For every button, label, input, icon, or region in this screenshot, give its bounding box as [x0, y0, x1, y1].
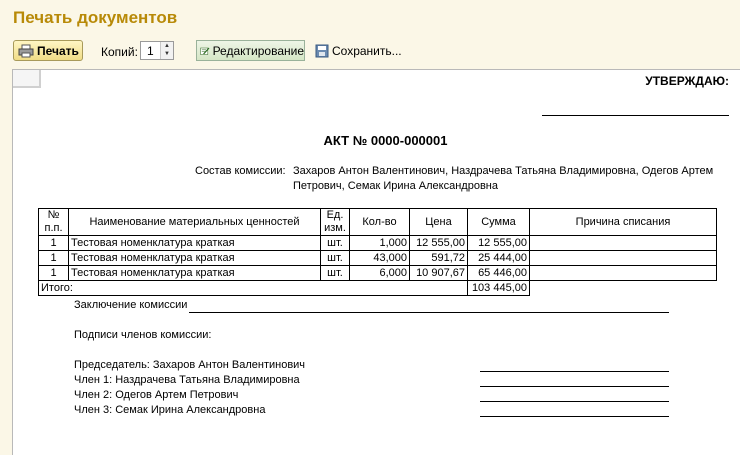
save-button-label: Сохранить... [332, 43, 402, 58]
cell-num: 1 [39, 251, 69, 266]
save-button[interactable] [315, 40, 402, 61]
cell-reason [530, 266, 717, 281]
spin-up-icon[interactable]: ▲ [164, 43, 170, 49]
copies-label: Копий: [101, 45, 138, 59]
table-row [39, 251, 717, 266]
total-sum: 103 445,00 [468, 281, 530, 296]
print-button-label: Печать [37, 43, 79, 58]
print-button[interactable] [13, 40, 83, 61]
table-header-row [39, 209, 717, 236]
cell-price: 10 907,67 [410, 266, 468, 281]
member1-signature: Член 1: Наздрачева Татьяна Владимировна [74, 374, 300, 386]
goods-table [38, 208, 717, 296]
header-unit: Ед. изм. [321, 209, 350, 236]
edit-icon [200, 44, 210, 58]
cell-qty: 1,000 [350, 236, 410, 251]
cell-name: Тестовая номенклатура краткая [69, 236, 321, 251]
cell-unit: шт. [321, 236, 350, 251]
total-label: Итого: [39, 281, 468, 296]
cell-sum: 25 444,00 [468, 251, 530, 266]
commission-names-line2: Петрович, Семак Ирина Александровна [293, 180, 498, 192]
edit-button-label: Редактирование [212, 43, 304, 58]
member3-signature: Член 3: Семак Ирина Александровна [74, 404, 266, 416]
signatures-label: Подписи членов комиссии: [74, 329, 212, 341]
commission-label: Состав комиссии: [195, 165, 286, 177]
floppy-disk-icon [315, 44, 329, 58]
cell-qty: 6,000 [350, 266, 410, 281]
copies-stepper[interactable] [140, 41, 174, 60]
header-reason: Причина списания [530, 209, 717, 236]
copies-value[interactable]: 1 [147, 44, 154, 58]
conclusion-line [189, 312, 669, 313]
chairman-line [480, 371, 669, 372]
approve-label: УТВЕРЖДАЮ: [645, 74, 729, 88]
header-price: Цена [410, 209, 468, 236]
sheet-corner [13, 70, 41, 88]
edit-toggle-button[interactable] [196, 40, 305, 61]
printer-icon [18, 44, 34, 58]
table-row [39, 236, 717, 251]
header-name: Наименование материальных ценностей [69, 209, 321, 236]
cell-reason [530, 251, 717, 266]
cell-sum: 65 446,00 [468, 266, 530, 281]
commission-names-line1: Захаров Антон Валентинович, Наздрачева Татьяна Владимировна, Одегов Артем [293, 165, 714, 177]
table-total-row [39, 281, 717, 296]
copies-spin[interactable] [160, 42, 173, 59]
commission-block [195, 164, 725, 194]
member3-line [480, 416, 669, 417]
cell-num: 1 [39, 236, 69, 251]
total-empty-cell [530, 281, 717, 296]
header-num: № п.п. [39, 209, 69, 236]
cell-unit: шт. [321, 266, 350, 281]
cell-unit: шт. [321, 251, 350, 266]
table-row [39, 266, 717, 281]
cell-price: 591,72 [410, 251, 468, 266]
conclusion-label: Заключение комиссии [74, 299, 188, 311]
approve-signature-line [542, 115, 729, 116]
cell-reason [530, 236, 717, 251]
chairman-signature: Председатель: Захаров Антон Валентинович [74, 359, 306, 371]
cell-price: 12 555,00 [410, 236, 468, 251]
header-sum: Сумма [468, 209, 530, 236]
member2-line [480, 401, 669, 402]
cell-sum: 12 555,00 [468, 236, 530, 251]
toolbar [0, 38, 740, 66]
spin-down-icon[interactable]: ▼ [164, 51, 170, 57]
window-title: Печать документов [13, 8, 178, 27]
cell-name: Тестовая номенклатура краткая [69, 266, 321, 281]
member2-signature: Член 2: Одегов Артем Петрович [74, 389, 239, 401]
document-sheet[interactable] [12, 69, 740, 455]
header-qty: Кол-во [350, 209, 410, 236]
cell-num: 1 [39, 266, 69, 281]
cell-qty: 43,000 [350, 251, 410, 266]
member1-line [480, 386, 669, 387]
act-title: АКТ № 0000-000001 [323, 133, 448, 148]
cell-name: Тестовая номенклатура краткая [69, 251, 321, 266]
